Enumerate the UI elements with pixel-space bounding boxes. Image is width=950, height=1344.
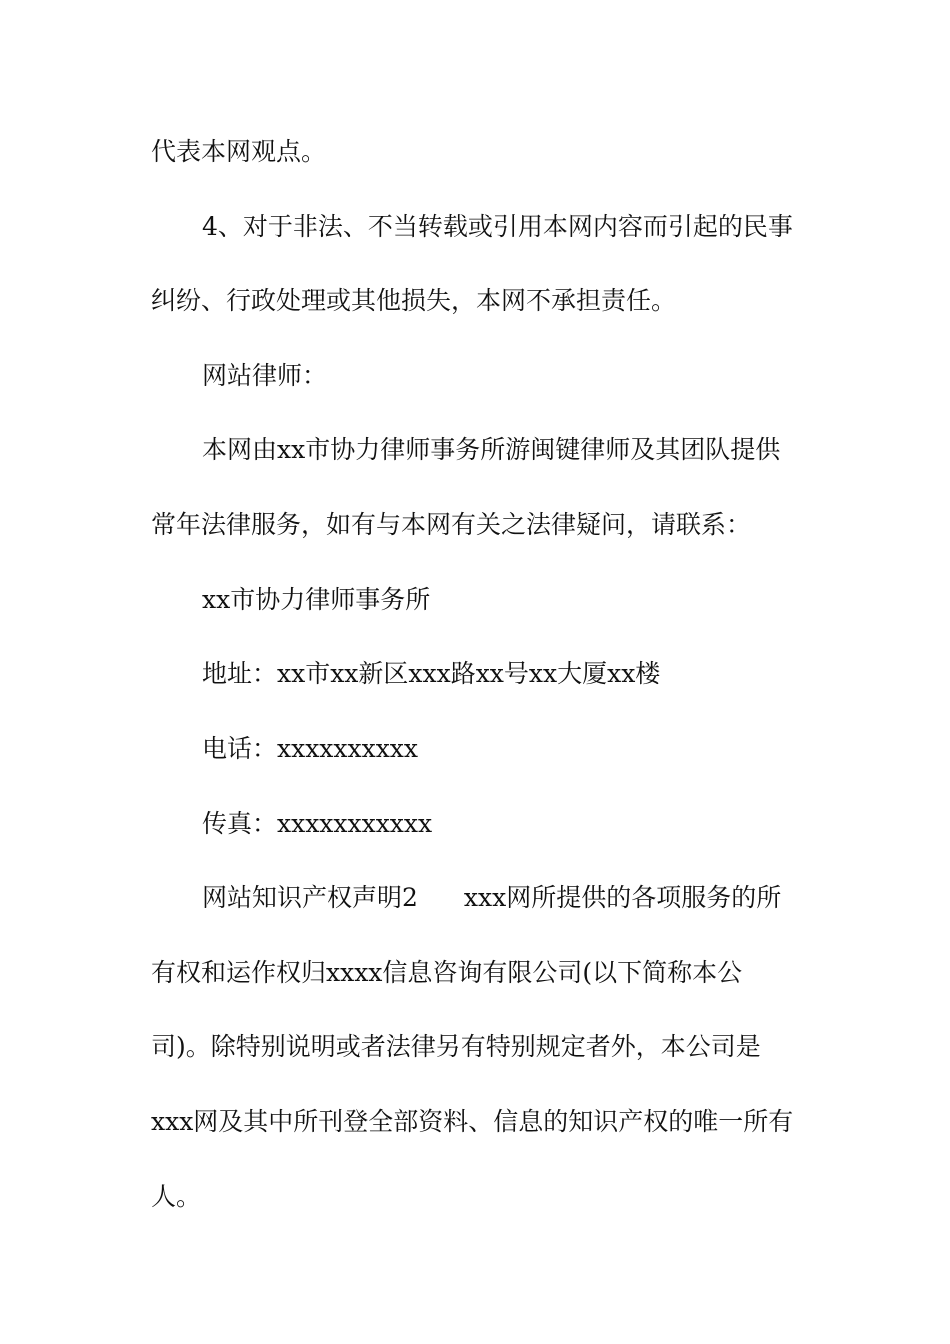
address-line: 地址：xx市xx新区xxx路xx号xx大厦xx楼 [202,659,661,688]
paragraph-line [202,878,862,918]
paragraph-text: xxx网所提供的各项服务的所 [463,883,782,912]
paragraph-line: 常年法律服务，如有与本网有关之法律疑问，请联系： [151,510,752,539]
paragraph-line: 人。 [151,1182,202,1211]
paragraph-line: 有权和运作权归xxxx信息咨询有限公司(以下简称本公 [151,958,743,987]
firm-name: xx市协力律师事务所 [202,585,431,614]
paragraph-line: 本网由xx市协力律师事务所游闽键律师及其团队提供 [202,435,781,464]
phone-line: 电话：xxxxxxxxxx [202,734,418,763]
section-title: 网站知识产权声明2 [202,883,418,912]
paragraph-line: 代表本网观点。 [151,137,327,166]
paragraph-line: 4、对于非法、不当转载或引用本网内容而引起的民事 [202,212,793,241]
fax-line: 传真：xxxxxxxxxxx [202,809,433,838]
paragraph-line: xxx网及其中所刊登全部资料、信息的知识产权的唯一所有 [151,1107,794,1136]
section-heading: 网站律师： [202,361,328,390]
paragraph-line: 司)。除特别说明或者法律另有特别规定者外，本公司是 [151,1032,761,1061]
paragraph-line: 纠纷、行政处理或其他损失，本网不承担责任。 [151,286,677,315]
